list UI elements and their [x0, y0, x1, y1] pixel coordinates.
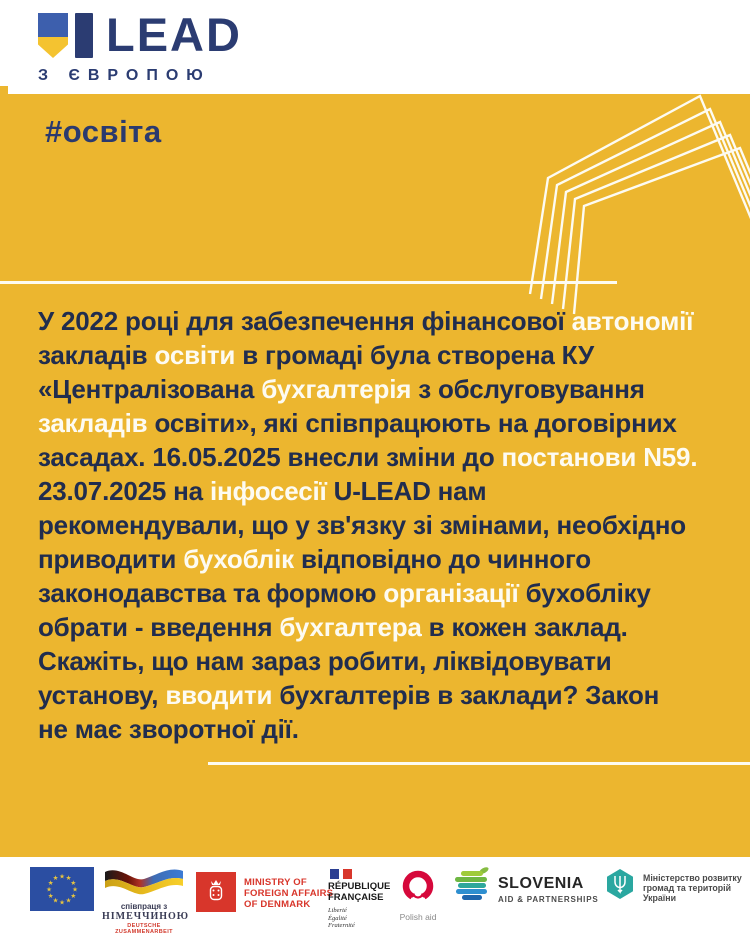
highlighted-word: вводити: [165, 680, 273, 710]
body-text-line: [38, 338, 728, 372]
body-text-line: [38, 576, 728, 610]
denmark-line2: FOREIGN AFFAIRS: [244, 888, 334, 899]
slovenia-label: [498, 875, 598, 904]
body-word: U-LEAD нам: [326, 476, 487, 506]
body-word: установу,: [38, 680, 166, 710]
body-text-line: [38, 644, 728, 678]
ulead-u-bar-icon: [75, 13, 93, 58]
slovenia-subtitle: AID & PARTNERSHIPS: [498, 895, 599, 904]
ukraine-hexagon-icon: [607, 869, 633, 899]
body-text: [38, 304, 728, 746]
french-flag-red: [343, 869, 352, 879]
french-flag-icon: [330, 869, 352, 879]
highlighted-word: постанови N59.: [501, 442, 698, 472]
denmark-line1: MINISTRY OF: [244, 877, 307, 888]
highlighted-word: бухгалтера: [279, 612, 422, 642]
german-coop-line3: DEUTSCHE ZUSAMMENARBEIT: [115, 923, 173, 935]
body-text-line: [38, 474, 728, 508]
highlighted-word: інфосесії: [209, 476, 327, 506]
body-text-line: [38, 440, 728, 474]
body-text-line: [38, 610, 728, 644]
body-word: в громаді була створена КУ: [235, 340, 594, 370]
ulead-logo-tagline: З ЄВРОПОЮ: [38, 67, 211, 84]
body-word: законодавства та формою: [38, 578, 384, 608]
svg-text:★: ★: [52, 897, 59, 905]
polish-aid-label: Polish aid: [399, 912, 437, 922]
body-text-line: [38, 372, 728, 406]
france-motto2: Égalité: [328, 914, 347, 922]
slovenia-stripe: [458, 883, 486, 888]
svg-text:★: ★: [47, 879, 54, 887]
body-word: освіти», які співпрацюють на договірних: [147, 408, 677, 438]
france-name: [328, 881, 391, 903]
ukraine-pennant-icon: [38, 13, 68, 58]
body-text-line: [38, 542, 728, 576]
ukraine-line2: громад та територій: [643, 883, 732, 893]
svg-text:★: ★: [70, 892, 77, 900]
body-text-line: [38, 508, 728, 542]
body-word: закладів: [38, 340, 155, 370]
france-logo: [328, 869, 391, 930]
highlighted-word: автономії: [571, 306, 694, 336]
body-text-line: [38, 678, 728, 712]
highlighted-word: закладів: [38, 408, 148, 438]
german-coop-line1: співпраця з: [120, 902, 168, 911]
slovenia-stripe: [462, 895, 482, 900]
body-word: приводити: [38, 544, 184, 574]
highlighted-word: бухоблік: [183, 544, 294, 574]
highlighted-word: організації: [383, 578, 519, 608]
france-line1: RÉPUBLIQUE: [328, 881, 391, 892]
denmark-crest-icon: [196, 872, 236, 912]
slovenia-stripe: [456, 889, 487, 894]
yellow-edge-notch: [0, 86, 8, 96]
denmark-line3: OF DENMARK: [244, 899, 311, 910]
body-word: бухобліку: [518, 578, 651, 608]
slovenia-stripes: [455, 871, 491, 903]
svg-text:★: ★: [70, 879, 77, 887]
slovenia-name: SLOVENIA: [498, 875, 584, 892]
svg-text:★: ★: [52, 875, 59, 882]
body-word: з обслуговування: [411, 374, 645, 404]
tryzub-icon: [612, 874, 628, 894]
body-word: 23.07.2025 на: [38, 476, 210, 506]
body-text-line: [38, 712, 728, 746]
denmark-ministry-label: [244, 877, 333, 910]
body-text-line: [38, 304, 728, 338]
ulead-logo-word: LEAD: [106, 8, 242, 61]
slovenia-stripe: [461, 871, 483, 876]
polish-aid-ring-icon: [398, 869, 438, 907]
svg-text:★: ★: [72, 886, 78, 894]
ukraine-line3: України: [643, 893, 677, 903]
body-text-line: [38, 406, 728, 440]
ukraine-line1: Міністерство розвитку: [643, 873, 742, 883]
slovenia-blob-icon: [455, 871, 491, 903]
france-motto: [328, 907, 388, 930]
german-cooperation-logo: [102, 865, 190, 935]
france-line2: FRANÇAISE: [328, 891, 384, 903]
body-word: У 2022 році для забезпечення фінансової: [38, 306, 572, 336]
svg-text:★: ★: [65, 875, 72, 882]
bottom-divider-line: [208, 762, 750, 765]
highlighted-word: освіти: [154, 340, 236, 370]
slovenia-stripe: [455, 877, 487, 882]
german-ukrainian-ribbon-icon: [105, 865, 183, 895]
partner-logos-footer: [0, 857, 750, 938]
body-word: відповідно до чинного: [293, 544, 591, 574]
ulead-logo: [38, 8, 242, 84]
top-divider-line: [0, 281, 617, 284]
polish-aid-logo: [396, 869, 440, 922]
ulead-logo-row: [38, 8, 242, 62]
svg-text:★: ★: [47, 892, 54, 900]
ukraine-ministry-logo: [607, 869, 633, 899]
eu-flag-icon: [30, 867, 94, 911]
svg-text:★: ★: [46, 886, 52, 894]
france-motto3: Fraternité: [328, 922, 355, 929]
french-flag-blue: [330, 869, 339, 879]
svg-text:★: ★: [59, 873, 65, 881]
highlighted-word: бухгалтерія: [261, 374, 412, 404]
svg-text:★: ★: [59, 899, 65, 907]
body-word: рекомендували, що у зв'язку зі змінами, необхідно: [38, 510, 686, 540]
body-word: обрати - введення: [38, 612, 280, 642]
body-word: бухгалтерів в заклади? Закон: [272, 680, 660, 710]
body-word: Скажіть, що нам зараз робити, ліквідовувати: [38, 646, 612, 676]
body-word: «Централізована: [38, 374, 262, 404]
body-word: не має зворотної дії.: [38, 714, 299, 744]
ukraine-ministry-label: [643, 873, 742, 903]
header: [0, 0, 750, 94]
body-word: засадах. 16.05.2025 внесли зміни до: [38, 442, 502, 472]
hashtag-label: #освіта: [45, 114, 162, 149]
body-word: в кожен заклад.: [421, 612, 628, 642]
france-motto1: Liberté: [328, 907, 347, 914]
svg-text:★: ★: [65, 897, 72, 905]
german-coop-line2: НІМЕЧЧИНОЮ: [102, 911, 190, 922]
